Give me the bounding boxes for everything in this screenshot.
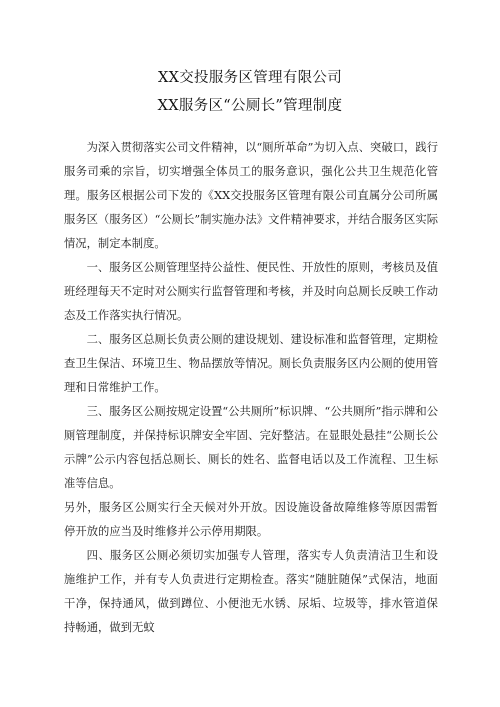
- regulation-title: XX服务区“公厕长”管理制度: [157, 98, 343, 114]
- paragraph-article-3: 三、服务区公厕按规定设置“公共厕所”标识牌、“公共厕所”指示牌和公厕管理制度，并保持标识牌安全牢固、完好整洁。在显眼处悬挂“公厕长公示牌”公示内容包括总厕长、厕长的姓名、监督电话以及工作流程、卫生标准等信息。: [64, 405, 438, 490]
- paragraph-article-2: 二、服务区总厕长负责公厕的建设规划、建设标准和监督管理，定期检查卫生保洁、环境卫生、物品摆放等情况。厕长负责服务区内公厕的使用管理和日常维护工作。: [64, 333, 438, 394]
- paragraph-article-4: 四、服务区公厕必须切实加强专人管理，落实专人负责清洁卫生和设施维护工作，并有专人负责进行定期检查。落实“随脏随保”式保洁，地面干净，保持通风，做到蹲位、小便池无水锈、尿垢、垃圾等，排水管道保持畅通，做到无蚊: [64, 549, 438, 634]
- document-body: [64, 136, 438, 640]
- paragraph-article-1: 一、服务区公厕管理坚持公益性、便民性、开放性的原则，考核员及值班经理每天不定时对公厕实行监督管理和考核，并及时向总厕长反映工作动态及工作落实执行情况。: [64, 261, 438, 322]
- company-title: XX交投服务区管理有限公司: [157, 70, 343, 86]
- paragraph-intro: 为深入贯彻落实公司文件精神，以“厕所革命”为切入点、突破口，践行服务司乘的宗旨，切实增强全体员工的服务意识，强化公共卫生规范化管理。服务区根据公司下发的《XX交投服务区管理有限公司直属分公司所属服务区（服务区）“公厕长”制实施办法》文件精神要求，并结合服务区实际情况，制定本制度。: [64, 141, 438, 250]
- paragraph-article-3-continued: 另外，服务区公厕实行全天候对外开放。因设施设备故障维修等原因需暂停开放的应当及时维修并公示停用期限。: [64, 501, 438, 538]
